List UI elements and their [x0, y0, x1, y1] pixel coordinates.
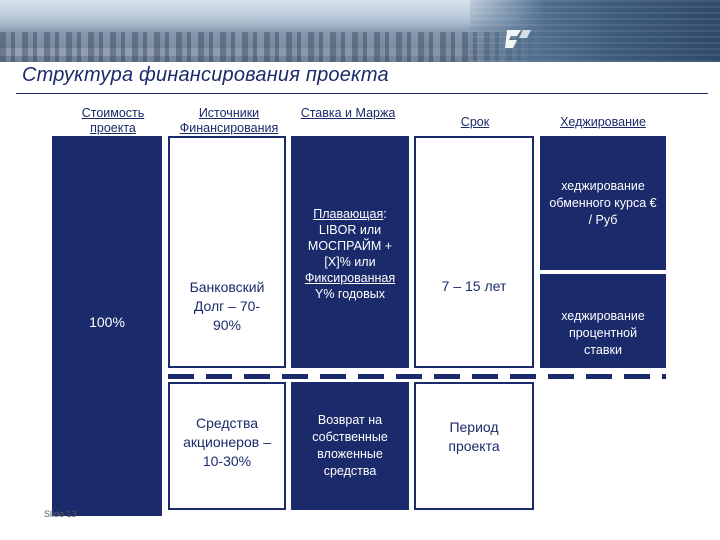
term-equity-text: Период проекта — [448, 419, 500, 454]
rate-floating-label: Плавающая — [313, 207, 384, 221]
equity-box — [168, 382, 286, 510]
fx-hedging-text: хеджирование обменного курса € / Руб — [549, 179, 657, 227]
cost-box — [52, 136, 162, 516]
rate-hedging-box — [540, 274, 666, 368]
equity-text: Средства акционеров – 10-30% — [183, 415, 271, 469]
header-term: Срок — [460, 115, 490, 129]
rate-equity-box — [291, 382, 409, 510]
rate-floating-detail: : LIBOR или МОСПРАЙМ + [X]% или — [307, 207, 393, 269]
fx-hedging-box — [540, 136, 666, 270]
rate-hedging-text: хеджирование процентной ставки — [561, 309, 645, 357]
rate-debt-text — [293, 206, 407, 302]
bank-logo-icon — [503, 26, 533, 52]
header-banner-photo — [0, 0, 720, 62]
term-equity-box — [414, 382, 534, 510]
rate-debt-box — [291, 136, 409, 368]
header-sources: Источники Финансирования — [179, 106, 279, 135]
row-divider-dashed — [168, 374, 666, 379]
bank-debt-box — [168, 136, 286, 368]
bank-debt-text: Банковский Долг – 70-90% — [189, 279, 265, 333]
header-rate: Ставка и Маржа — [300, 106, 396, 120]
title-divider — [16, 93, 708, 94]
header-cost: Стоимость проекта — [81, 106, 145, 135]
cost-value: 100% — [89, 314, 125, 330]
rate-fixed-detail: Y% годовых — [314, 287, 385, 301]
rate-fixed-label: Фиксированная — [304, 271, 396, 285]
slide-number: Slide 13 — [44, 509, 77, 519]
header-hedging: Хеджирование — [560, 115, 646, 129]
page-title: Структура финансирования проекта — [22, 64, 389, 86]
term-debt-box — [414, 136, 534, 368]
term-debt-text: 7 – 15 лет — [441, 278, 507, 294]
rate-equity-text: Возврат на собственные вложенные средства — [312, 413, 388, 478]
